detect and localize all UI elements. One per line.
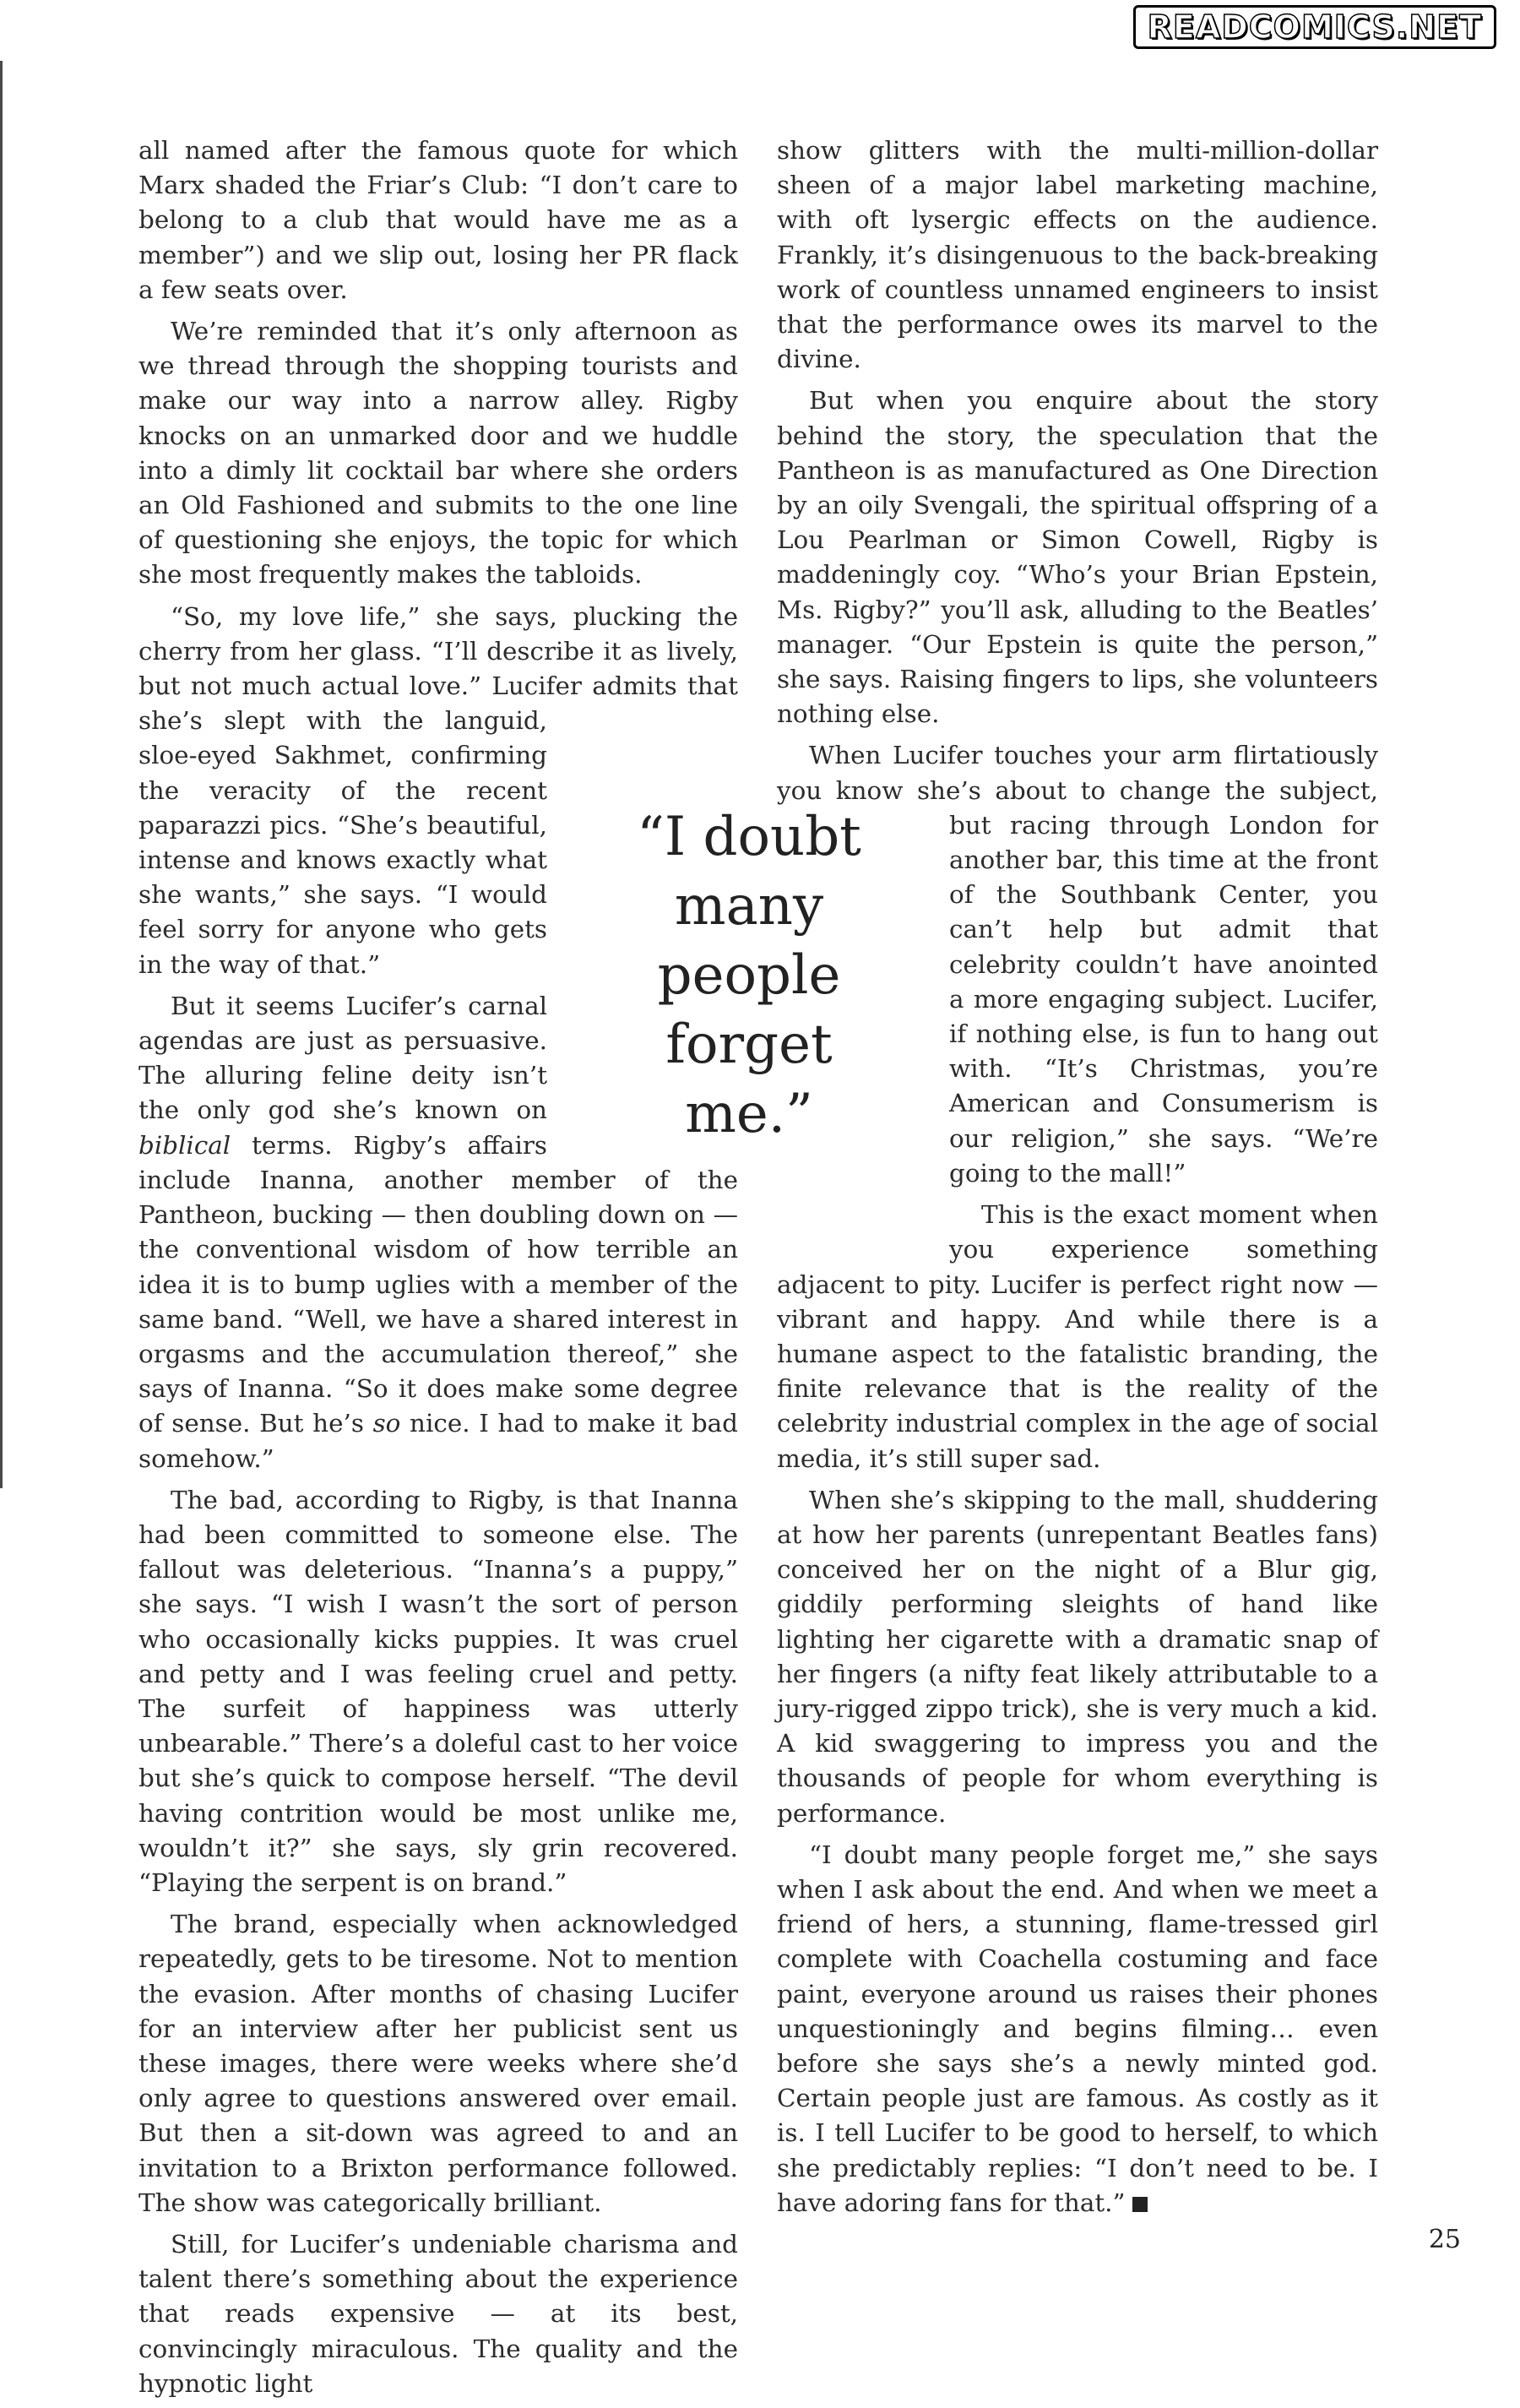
pull-quote: “I doubt many people forget me.” [637,806,861,1145]
paragraph: But it seems Lucifer’s carnal agendas are just as persuasive. The alluring feline deity isn’t the only god she’s known on biblical terms. Rigby’s affairs include Inanna, another member of the Pantheon, bucking — then doubling down on — the conventional wisdom of how terrible an idea it is to bump uglies with a member of the same band. “Well, we have a shared interest in orgasms and the accumulation thereof,” she says of Inanna. “So it does make some degree of sense. But he’s so nice. I had to make it bad somehow.” [138,991,738,1473]
paragraph: We’re reminded that it’s only afternoon as we thread through the shopping tourists and make our way into a narrow alley. Rigby knocks on an unmarked door and we huddle into a dimly lit cocktail bar where she orders an Old Fashioned and submits to the one line of questioning she enjoys, the topic for which she most frequently makes the tabloids. [138,317,738,590]
paragraph: The bad, according to Rigby, is that Inanna had been committed to someone else. The fallout was deleterious. “Inanna’s a puppy,” she says. “I wish I wasn’t the sort of person who occasionally kicks puppies. It was cruel and petty and I was feeling cruel and petty. The surfeit of happiness was utterly unbearable.” There’s a doleful cast to her voice but she’s quick to compose herself. “The devil having contrition would be most unlike me, wouldn’t it?” she says, sly grin recovered. “Playing the serpent is on brand.” [138,1485,738,1897]
site-watermark-logo: READCOMICS.NET [1133,5,1496,49]
paragraph: Still, for Lucifer’s undeniable charisma and talent there’s something about the experience that reads expensive — at its best, convincingly miraculous. The quality and the hypnotic light [138,2229,738,2398]
paragraph: show glitters with the multi-million-dollar sheen of a major label marketing machine, with oft lysergic effects on the audience. Frankly, it’s disingenuous to the back-breaking work of countless unnamed engineers to insist that the performance owes its marvel to the divine. [777,136,1378,374]
paragraph: When she’s skipping to the mall, shuddering at how her parents (unrepentant Beatles fans) conceived her on the night of a Blur gig, giddily performing sleights of hand like lighting her cigarette with a dramatic snap of her fingers (a nifty feat likely attributable to a jury-rigged zippo trick), she is very much a kid. A kid swaggering to impress you and the thousands of people for whom everything is performance. [777,1485,1378,1828]
end-of-article-mark [1132,2197,1148,2212]
right-text-column [777,133,1378,2227]
page-spine-edge [0,61,3,1488]
paragraph: The brand, especially when acknowledged repeatedly, gets to be tiresome. Not to mention the evasion. After months of chasing Lucifer for an interview after her publicist sent us these images, there were weeks where she’d only agree to questions answered over email. But then a sit-down was agreed to and an invitation to a Brixton performance followed. The show was categorically brilliant. [138,1910,738,2217]
left-text-column [138,133,738,2408]
page-number: 25 [1428,2225,1461,2254]
paragraph: “So, my love life,” she says, plucking the cherry from her glass. “I’ll describe it as lively, but not much actual love.” Lucifer admits that she’s slept with the languid, sloe-eyed Sakhmet, confirming the veracity of the recent paparazzi pics. “She’s beautiful, intense and knows exactly what she wants,” she says. “I would feel sorry for anyone who gets in the way of that.” [138,601,738,979]
paragraph: “I doubt many people forget me,” she says when I ask about the end. And when we meet a friend of hers, a stunning, flame-tressed girl complete with Coachella costuming and face paint, everyone around us raises their phones unquestioningly and begins filming… even before she says she’s a newly minted god. Certain people just are famous. As costly as it is. I tell Lucifer to be good to herself, to which she predictably replies: “I don’t need to be. I have adoring fans for that.” [777,1840,1378,2217]
emphasis-text: so [372,1409,401,1438]
paragraph: This is the exact moment when you experience something adjacent to pity. Lucifer is perfect right now — vibrant and happy. And while there is a humane aspect to the fatalistic branding, the finite relevance that is the reality of the celebrity industrial complex in the age of social media, it’s still super sad. [777,1200,1378,1473]
emphasis-text: biblical [138,1130,231,1160]
paragraph: all named after the famous quote for which Marx shaded the Friar’s Club: “I don’t care to belong to a club that would have me as a member”) and we slip out, losing her PR flack a few seats over. [138,136,738,304]
paragraph: When Lucifer touches your arm flirtatiously you know she’s about to change the subject, but racing through London for another bar, this time at the front of the Southbank Center, you can’t help but admit that celebrity couldn’t have anointed a more engaging subject. Lucifer, if nothing else, is fun to hang out with. “It’s Christmas, you’re American and Consumerism is our religion,” she says. “We’re going to the mall!” [777,741,1378,1188]
paragraph: But when you enquire about the story behind the story, the speculation that the Pantheon is as manufactured as One Direction by an oily Svengali, the spiritual offspring of a Lou Pearlman or Simon Cowell, Rigby is maddeningly coy. “Who’s your Brian Epstein, Ms. Rigby?” you’ll ask, alluding to the Beatles’ manager. “Our Epstein is quite the person,” she says. Raising fingers to lips, she volunteers nothing else. [777,386,1378,729]
